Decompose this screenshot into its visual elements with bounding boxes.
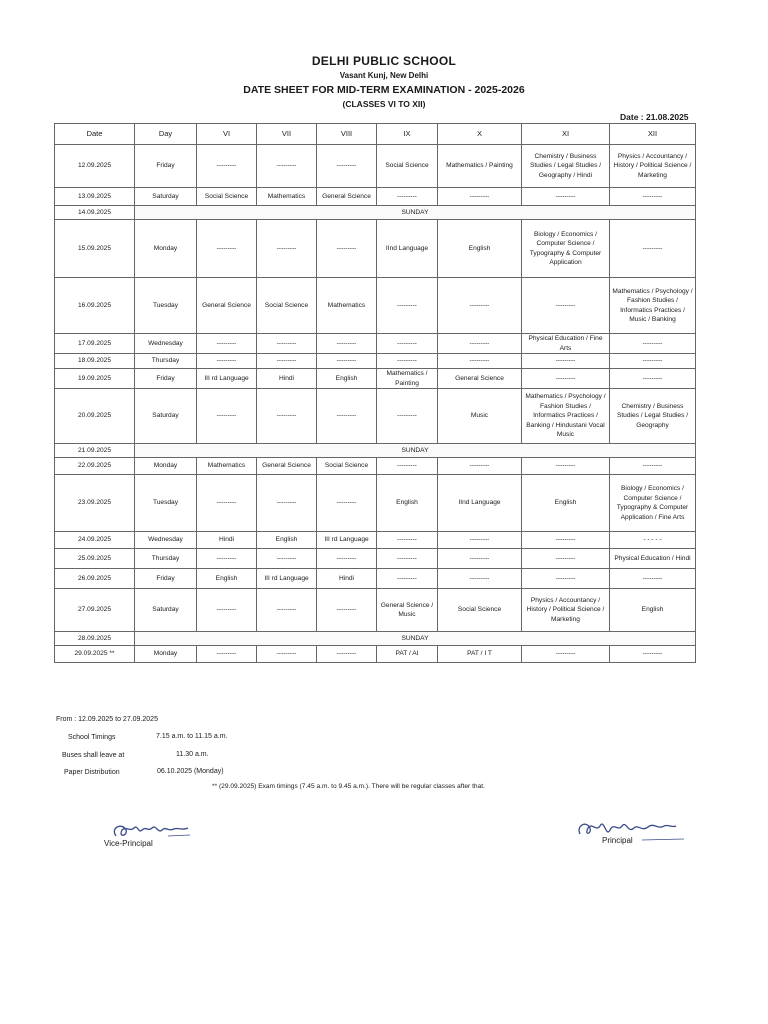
subject-cell: IInd Language [438, 475, 522, 532]
subject-cell: Mathematics / Painting [377, 369, 438, 389]
subject-cell: --------- [377, 549, 438, 569]
subject-cell: --------- [522, 354, 610, 369]
subject-cell: --------- [522, 278, 610, 334]
date-cell: 24.09.2025 [55, 532, 135, 549]
subject-cell: --------- [438, 532, 522, 549]
column-header: XII [610, 124, 696, 145]
day-cell: Monday [135, 220, 197, 278]
date-cell: 12.09.2025 [55, 145, 135, 188]
subject-cell: --------- [197, 646, 257, 663]
subject-cell: General Science [257, 458, 317, 475]
subject-cell: --------- [317, 220, 377, 278]
table-row [55, 278, 696, 334]
subject-cell: --------- [257, 220, 317, 278]
subject-cell: English [438, 220, 522, 278]
subject-cell: --------- [197, 475, 257, 532]
subject-cell: --------- [610, 354, 696, 369]
subject-cell: English [257, 532, 317, 549]
table-row [55, 206, 696, 220]
principal-label: Principal [602, 836, 633, 845]
subject-cell: --------- [377, 278, 438, 334]
subject-cell: Hindi [257, 369, 317, 389]
date-cell: 23.09.2025 [55, 475, 135, 532]
date-cell: 15.09.2025 [55, 220, 135, 278]
subject-cell: --------- [522, 188, 610, 206]
school-address: Vasant Kunj, New Delhi [339, 71, 429, 80]
subject-cell: --------- [610, 569, 696, 589]
subject-cell: --------- [610, 369, 696, 389]
subject-cell: --------- [257, 589, 317, 632]
subject-cell: --------- [377, 389, 438, 444]
subject-cell: Hindi [317, 569, 377, 589]
day-cell: Wednesday [135, 334, 197, 354]
subject-cell: General Science / Music [377, 589, 438, 632]
subject-cell: --------- [197, 354, 257, 369]
subject-cell: --------- [317, 646, 377, 663]
table-row [55, 532, 696, 549]
table-row [55, 632, 696, 646]
table-row [55, 389, 696, 444]
sunday-cell: SUNDAY [135, 444, 696, 458]
subject-cell: Chemistry / Business Studies / Legal Studies / Geography [610, 389, 696, 444]
table-row [55, 220, 696, 278]
buses-value: 11.30 a.m. [176, 751, 209, 758]
table-row [55, 549, 696, 569]
subject-cell: IInd Language [377, 220, 438, 278]
subject-cell: --------- [377, 188, 438, 206]
exam-period: From : 12.09.2025 to 27.09.2025 [56, 716, 158, 723]
subject-cell: --------- [197, 334, 257, 354]
subject-cell: --------- [317, 549, 377, 569]
subject-cell: PAT / AI [377, 646, 438, 663]
day-cell: Saturday [135, 389, 197, 444]
subject-cell: Social Science [377, 145, 438, 188]
date-cell: 17.09.2025 [55, 334, 135, 354]
table-row [55, 188, 696, 206]
subject-cell: - - - - - [610, 532, 696, 549]
subject-cell: --------- [438, 334, 522, 354]
paper-distribution-label: Paper Distribution [64, 769, 120, 776]
column-header: VIII [317, 124, 377, 145]
school-name: DELHI PUBLIC SCHOOL [311, 54, 457, 68]
subject-cell: --------- [522, 532, 610, 549]
subject-cell: --------- [438, 188, 522, 206]
classes-subtitle: (CLASSES VI TO XII) [342, 99, 426, 109]
date-cell: 13.09.2025 [55, 188, 135, 206]
subject-cell: General Science [317, 188, 377, 206]
subject-cell: Mathematics / Painting [438, 145, 522, 188]
table-row [55, 569, 696, 589]
subject-cell: --------- [522, 549, 610, 569]
subject-cell: --------- [438, 278, 522, 334]
subject-cell: III rd Language [257, 569, 317, 589]
subject-cell: --------- [257, 389, 317, 444]
subject-cell: Biology / Economics / Computer Science / Typography & Computer Application / Fine Arts [610, 475, 696, 532]
table-row [55, 369, 696, 389]
subject-cell: Physical Education / Hindi [610, 549, 696, 569]
subject-cell: --------- [610, 188, 696, 206]
table-header-row [55, 124, 696, 145]
subject-cell: --------- [522, 458, 610, 475]
subject-cell: English [377, 475, 438, 532]
subject-cell: English [522, 475, 610, 532]
school-timings-value: 7.15 a.m. to 11.15 a.m. [156, 733, 228, 740]
date-cell: 25.09.2025 [55, 549, 135, 569]
day-cell: Friday [135, 369, 197, 389]
day-cell: Friday [135, 569, 197, 589]
subject-cell: Social Science [257, 278, 317, 334]
day-cell: Saturday [135, 589, 197, 632]
sunday-cell: SUNDAY [135, 206, 696, 220]
sunday-cell: SUNDAY [135, 632, 696, 646]
paper-distribution-value: 06.10.2025 (Monday) [157, 768, 224, 775]
subject-cell: --------- [317, 475, 377, 532]
subject-cell: --------- [610, 220, 696, 278]
subject-cell: Social Science [438, 589, 522, 632]
column-header: IX [377, 124, 438, 145]
date-cell: 29.09.2025 ** [55, 646, 135, 663]
subject-cell: Mathematics / Psychology / Fashion Studies / Informatics Practices / Music / Banking [610, 278, 696, 334]
column-header: Day [135, 124, 197, 145]
subject-cell: Hindi [197, 532, 257, 549]
subject-cell: Mathematics [197, 458, 257, 475]
day-cell: Wednesday [135, 532, 197, 549]
table-row [55, 444, 696, 458]
column-header: XI [522, 124, 610, 145]
subject-cell: --------- [197, 589, 257, 632]
subject-cell: --------- [317, 589, 377, 632]
subject-cell: III rd Language [317, 532, 377, 549]
column-header: X [438, 124, 522, 145]
subject-cell: PAT / I T [438, 646, 522, 663]
date-cell: 22.09.2025 [55, 458, 135, 475]
subject-cell: Biology / Economics / Computer Science / Typography & Computer Application [522, 220, 610, 278]
subject-cell: --------- [522, 369, 610, 389]
day-cell: Monday [135, 646, 197, 663]
table-row [55, 589, 696, 632]
day-cell: Monday [135, 458, 197, 475]
subject-cell: --------- [438, 569, 522, 589]
subject-cell: --------- [377, 354, 438, 369]
subject-cell: --------- [438, 354, 522, 369]
date-cell: 19.09.2025 [55, 369, 135, 389]
subject-cell: --------- [257, 475, 317, 532]
document-title: DATE SHEET FOR MID-TERM EXAMINATION - 2025-2026 [243, 84, 525, 96]
table-row [55, 145, 696, 188]
subject-cell: General Science [197, 278, 257, 334]
subject-cell: General Science [438, 369, 522, 389]
subject-cell: --------- [197, 145, 257, 188]
column-header: Date [55, 124, 135, 145]
subject-cell: III rd Language [197, 369, 257, 389]
table-row [55, 646, 696, 663]
date-cell: 21.09.2025 [55, 444, 135, 458]
subject-cell: --------- [438, 458, 522, 475]
subject-cell: Physics / Accountancy / History / Political Science / Marketing [522, 589, 610, 632]
day-cell: Tuesday [135, 475, 197, 532]
subject-cell: English [317, 369, 377, 389]
table-row [55, 354, 696, 369]
subject-cell: --------- [377, 532, 438, 549]
subject-cell: --------- [257, 354, 317, 369]
table-row [55, 475, 696, 532]
date-cell: 26.09.2025 [55, 569, 135, 589]
subject-cell: --------- [197, 549, 257, 569]
date-cell: 18.09.2025 [55, 354, 135, 369]
subject-cell: --------- [610, 646, 696, 663]
subject-cell: English [197, 569, 257, 589]
vice-principal-label: Vice-Principal [104, 839, 153, 848]
day-cell: Saturday [135, 188, 197, 206]
subject-cell: Mathematics [317, 278, 377, 334]
subject-cell: --------- [257, 145, 317, 188]
subject-cell: --------- [317, 354, 377, 369]
date-sheet-table [54, 123, 696, 663]
subject-cell: Social Science [317, 458, 377, 475]
subject-cell: --------- [317, 389, 377, 444]
subject-cell: English [610, 589, 696, 632]
subject-cell: Chemistry / Business Studies / Legal Studies / Geography / Hindi [522, 145, 610, 188]
subject-cell: Physical Education / Fine Arts [522, 334, 610, 354]
school-timings-label: School Timings [68, 734, 116, 741]
table-row [55, 334, 696, 354]
subject-cell: --------- [377, 458, 438, 475]
day-cell: Thursday [135, 549, 197, 569]
subject-cell: --------- [257, 334, 317, 354]
day-cell: Tuesday [135, 278, 197, 334]
subject-cell: --------- [377, 334, 438, 354]
subject-cell: --------- [197, 220, 257, 278]
day-cell: Friday [135, 145, 197, 188]
table-row [55, 458, 696, 475]
date-cell: 16.09.2025 [55, 278, 135, 334]
day-cell: Thursday [135, 354, 197, 369]
subject-cell: --------- [522, 569, 610, 589]
subject-cell: --------- [197, 389, 257, 444]
subject-cell: --------- [257, 549, 317, 569]
subject-cell: --------- [522, 646, 610, 663]
subject-cell: --------- [438, 549, 522, 569]
exam-timing-note: ** (29.09.2025) Exam timings (7.45 a.m. to 9.45 a.m.). There will be regular classes after that. [212, 783, 485, 790]
subject-cell: --------- [317, 334, 377, 354]
subject-cell: Mathematics [257, 188, 317, 206]
column-header: VI [197, 124, 257, 145]
subject-cell: Physics / Accountancy / History / Political Science / Marketing [610, 145, 696, 188]
subject-cell: Music [438, 389, 522, 444]
column-header: VII [257, 124, 317, 145]
subject-cell: --------- [317, 145, 377, 188]
subject-cell: --------- [610, 458, 696, 475]
buses-label: Buses shall leave at [62, 752, 125, 759]
date-cell: 28.09.2025 [55, 632, 135, 646]
date-cell: 14.09.2025 [55, 206, 135, 220]
subject-cell: --------- [377, 569, 438, 589]
subject-cell: Mathematics / Psychology / Fashion Studies / Informatics Practices / Banking / Hindustani Vocal Music [522, 389, 610, 444]
subject-cell: Social Science [197, 188, 257, 206]
date-cell: 20.09.2025 [55, 389, 135, 444]
subject-cell: --------- [610, 334, 696, 354]
date-cell: 27.09.2025 [55, 589, 135, 632]
issue-date: Date : 21.08.2025 [620, 112, 689, 122]
subject-cell: --------- [257, 646, 317, 663]
